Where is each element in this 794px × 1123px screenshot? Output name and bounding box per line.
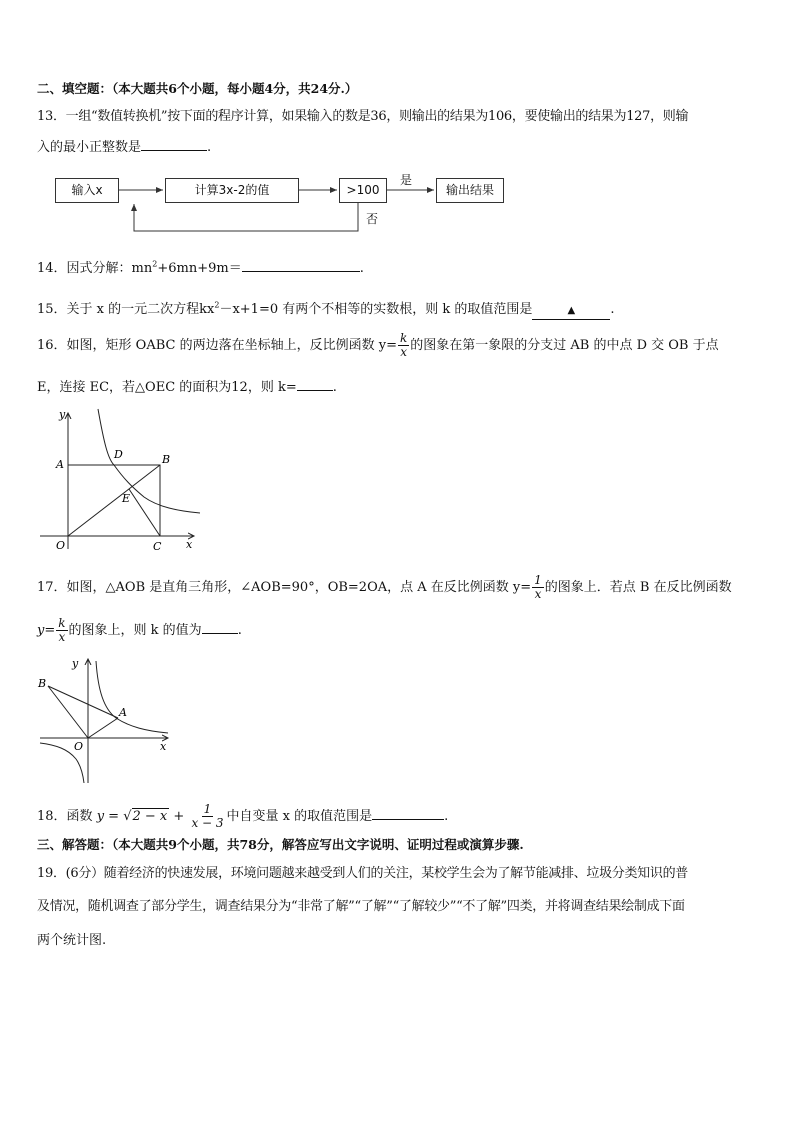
q17-label-b: B (38, 677, 47, 690)
q16-text-rest: 的图象在第一象限的分支过 AB 的中点 D 交 OB 于点 (410, 338, 719, 353)
q16-hyperbola (98, 409, 200, 513)
flow-compare-box: >100 (339, 178, 387, 203)
q15-text: 15．关于 x 的一元二次方程kx (37, 302, 215, 317)
q15-end: . (610, 302, 615, 317)
q16-label-e: E (122, 492, 131, 505)
q17-fraction-2 (56, 617, 67, 644)
q18-end: . (444, 809, 449, 824)
q18-formula-y: y = (96, 809, 120, 824)
q16-text: 16．如图，矩形 OABC 的两边落在坐标轴上，反比例函数 y= (37, 338, 397, 353)
q16-line-1 (37, 332, 719, 359)
q16-label-y: y (59, 408, 66, 421)
section-3-heading: 三、解答题：（本大题共9个小题，共78分，解答应写出文字说明、证明过程或演算步骤. (37, 837, 524, 852)
q16-label-o: O (56, 539, 66, 552)
q17-frac2-den: x (58, 630, 66, 644)
q17-frac1-num: 1 (534, 573, 542, 587)
q15-exponent: 2 (214, 300, 220, 310)
q16-line-2 (37, 376, 337, 395)
q18-frac-num: 1 (203, 802, 212, 816)
flow-output-box: 输出结果 (436, 178, 504, 203)
q16-answer-blank (297, 376, 333, 391)
q13-line-1: 13．一组“数值转换机”按下面的程序计算，如果输入的数是36，则输出的结果为106，要使输出的结果为127，则输 (37, 109, 689, 124)
q15-text-rest: －x+1=0 有两个不相等的实数根，则 k 的取值范围是 (219, 302, 533, 317)
q17-text-2: 的图象上，则 k 的值为 (68, 623, 202, 638)
flow-no-label: 否 (366, 212, 379, 226)
q16-frac-num: k (399, 331, 408, 345)
q17-line-1 (37, 574, 732, 601)
q14-end: . (359, 261, 364, 276)
q17-line-2 (37, 617, 242, 644)
triangle-marker-icon: ▲ (567, 305, 576, 316)
q17-text-rest: 的图象上．若点 B 在反比例函数 (544, 580, 732, 595)
q18-sqrt-body: 2 − x (132, 809, 168, 824)
q16-end: . (332, 380, 337, 395)
q16-label-c: C (153, 540, 162, 553)
q16-fraction (398, 332, 409, 359)
q16-figure (36, 403, 206, 553)
q18-answer-blank (372, 805, 444, 820)
q17-label-a: A (119, 706, 127, 719)
q19-line-1: 19．(6分）随着经济的快速发展，环境问题越来越受到人们的关注，某校学生会为了解节能减排、垃圾分类知识的普 (37, 866, 688, 881)
flow-compute-box: 计算3x-2的值 (165, 178, 299, 203)
q15-answer-blank (532, 305, 610, 320)
q17-y-equals: y= (37, 623, 56, 638)
q16-frac-den: x (400, 345, 407, 359)
q17-label-o: O (74, 740, 84, 753)
q19-line-2: 及情况，随机调查了部分学生，调查结果分为“非常了解”“了解”“了解较少”“不了解”四类，并将调查结果绘制成下面 (37, 899, 685, 914)
q17-end: . (237, 623, 242, 638)
q17-segment-ob (48, 686, 88, 738)
q18-line (37, 803, 448, 830)
q18-frac-den: x − 3 (191, 816, 224, 830)
q17-segment-oa (88, 718, 118, 738)
q17-segment-ab (48, 686, 118, 718)
q19-line-3: 两个统计图. (37, 933, 107, 948)
flow-input-box: 输入x (55, 178, 119, 203)
q17-fraction-1 (532, 574, 544, 601)
q18-text-rest: 中自变量 x 的取值范围是 (226, 809, 373, 824)
q17-label-x: x (160, 740, 167, 753)
q16-label-x: x (186, 538, 193, 551)
q16-label-d: D (114, 448, 123, 461)
q17-label-y: y (72, 657, 79, 670)
q17-frac2-num: k (58, 616, 66, 630)
q17-figure (36, 653, 176, 788)
flow-yes-label: 是 (400, 173, 413, 187)
q13-end: . (207, 140, 212, 155)
q17-hyperbola-q1 (96, 661, 168, 733)
q17-frac1-den: x (534, 587, 542, 601)
q14-answer-blank (242, 257, 360, 272)
q16-text-2: E，连接 EC，若△OEC 的面积为12，则 k= (37, 380, 297, 395)
q16-diagonal-ob (68, 465, 160, 536)
q16-label-a: A (56, 458, 64, 471)
q16-segment-ec (129, 489, 160, 536)
q13-answer-blank (141, 136, 207, 151)
q18-plus: + (173, 809, 185, 824)
q18-text: 18．函数 (37, 809, 93, 824)
q15-line (37, 298, 615, 320)
q14-text: 14．因式分解：mn (37, 261, 153, 276)
q16-label-b: B (162, 453, 171, 466)
q14-exponent: 2 (152, 259, 158, 269)
q14-text-rest: +6mn+9m＝ (157, 261, 242, 276)
q18-fraction (189, 803, 225, 830)
q17-answer-blank (202, 619, 238, 634)
q14-line (37, 257, 364, 276)
q13-text: 入的最小正整数是 (37, 140, 142, 155)
q17-text: 17．如图，△AOB 是直角三角形，∠AOB=90°，OB=2OA，点 A 在反比例函数 y= (37, 580, 532, 595)
section-2-heading: 二、填空题：（本大题共6个小题，每小题4分，共24分.） (37, 81, 358, 96)
q18-sqrt: √2 − x (123, 809, 168, 824)
q13-line-2 (37, 136, 211, 155)
